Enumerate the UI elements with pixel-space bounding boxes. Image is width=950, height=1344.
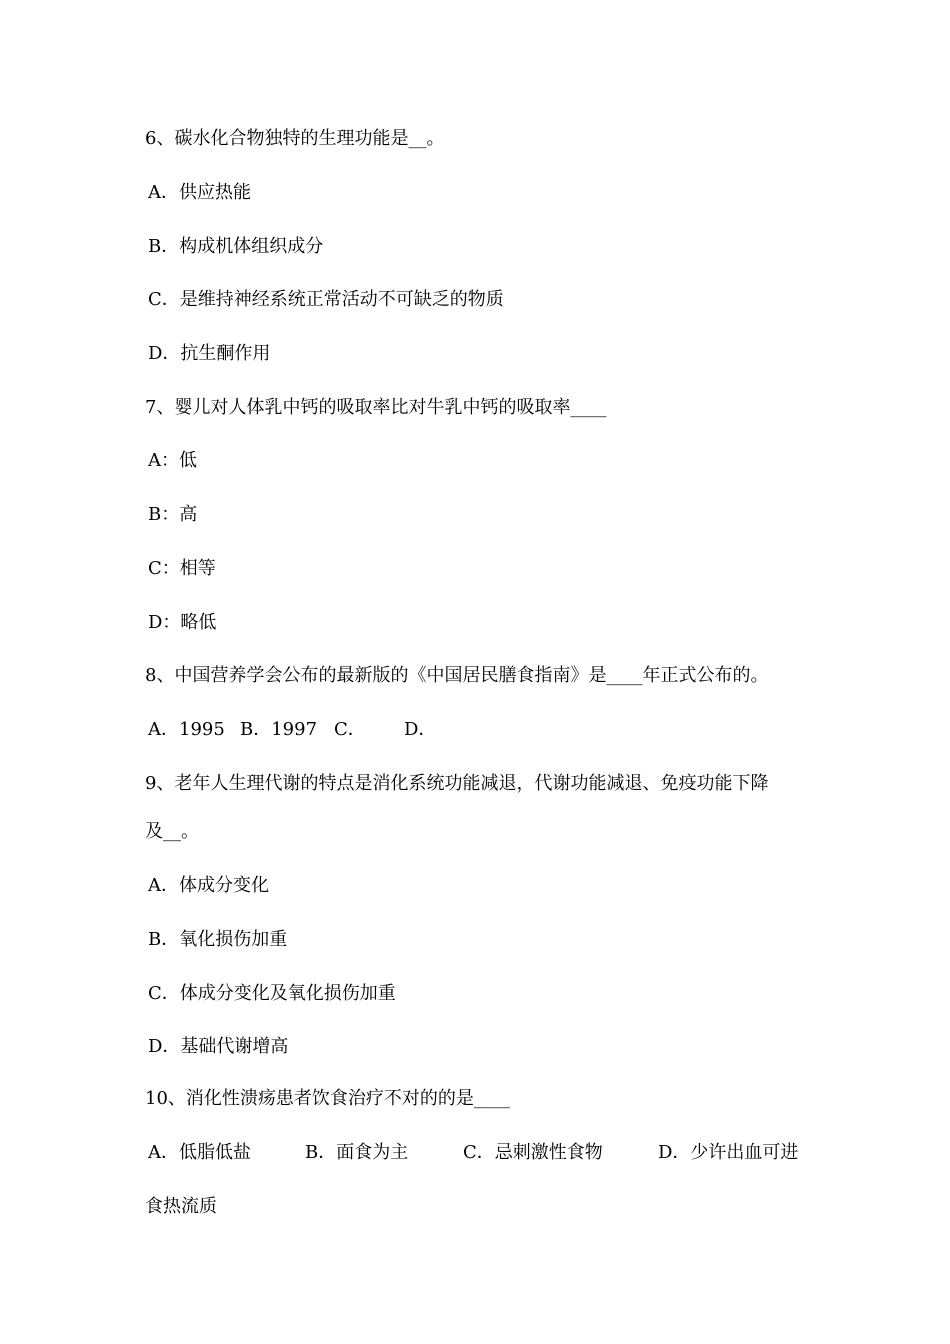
question-10-option-b: B．面食为主 <box>305 1142 409 1163</box>
question-10-stem: 10、消化性溃疡患者饮食治疗不对的的是____ <box>145 1088 510 1109</box>
question-6-option-d: D．抗生酮作用 <box>148 343 271 364</box>
question-10-option-c: C．忌刺激性食物 <box>463 1142 603 1163</box>
question-9-stem-line-1: 9、老年人生理代谢的特点是消化系统功能减退，代谢功能减退、免疫功能下降 <box>145 773 769 794</box>
question-8-option-d: D． <box>404 719 437 740</box>
question-7-stem: 7、婴儿对人体乳中钙的吸取率比对牛乳中钙的吸取率____ <box>145 397 607 418</box>
question-8-options-row <box>148 718 436 742</box>
question-6-option-c: C．是维持神经系统正常活动不可缺乏的物质 <box>148 289 504 310</box>
question-9-option-a: A．体成分变化 <box>148 875 269 896</box>
question-9-stem-line-2: 及__。 <box>145 821 199 842</box>
question-10-option-d: D．少许出血可进 <box>658 1142 799 1163</box>
question-8-option-a: A．1995 <box>148 719 225 740</box>
question-8-stem: 8、中国营养学会公布的最新版的《中国居民膳食指南》是____年正式公布的。 <box>145 665 769 686</box>
question-8-option-c: C． <box>334 719 366 740</box>
question-9-option-b: B．氧化损伤加重 <box>148 929 288 950</box>
question-6-option-b: B．构成机体组织成分 <box>148 236 324 257</box>
question-10-option-d-continuation: 食热流质 <box>145 1196 217 1217</box>
question-7-option-c: C：相等 <box>148 558 216 579</box>
question-6-stem: 6、碳水化合物独特的生理功能是__。 <box>145 128 445 149</box>
question-7-option-a: A：低 <box>148 450 197 471</box>
question-6-option-a: A．供应热能 <box>148 182 251 203</box>
question-9-option-d: D．基础代谢增高 <box>148 1036 289 1057</box>
question-10-options-row <box>148 1141 798 1165</box>
question-7-option-b: B：高 <box>148 504 198 525</box>
question-10-option-a: A．低脂低盐 <box>148 1142 251 1163</box>
question-8-option-b: B．1997 <box>240 719 318 740</box>
question-9-option-c: C．体成分变化及氧化损伤加重 <box>148 983 396 1004</box>
question-7-option-d: D：略低 <box>148 612 217 633</box>
